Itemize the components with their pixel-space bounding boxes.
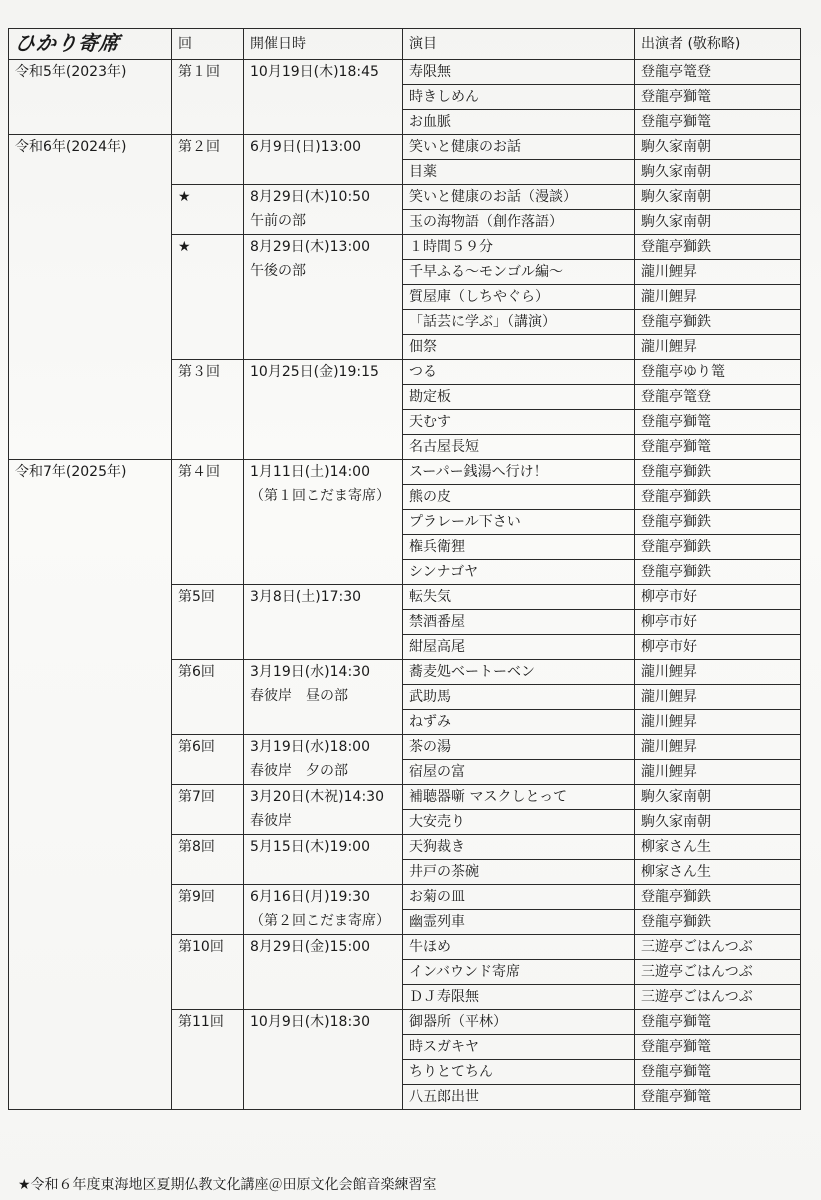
program-cell: 佃祭	[403, 335, 635, 360]
program-cell: 武助馬	[403, 685, 635, 710]
date-note: 春彼岸 夕の部	[250, 763, 348, 779]
program-cell: 茶の湯	[403, 735, 635, 760]
performer-cell: 登龍亭獅篭	[635, 435, 801, 460]
program-cell: 時スガキヤ	[403, 1035, 635, 1060]
date-time: 10月9日(木)18:30	[250, 1014, 370, 1030]
program-cell: １時間５９分	[403, 235, 635, 260]
performer-cell: 登龍亭ゆり篭	[635, 360, 801, 385]
program-cell: 目薬	[403, 160, 635, 185]
footnote: ★令和６年度東海地区夏期仏教文化講座＠田原文化会館音楽練習室	[18, 1177, 437, 1193]
program-cell: 玉の海物語（創作落語）	[403, 210, 635, 235]
performer-cell: 登龍亭獅鉄	[635, 460, 801, 485]
round-cell: 第11回	[172, 1010, 244, 1110]
performer-cell: 登龍亭獅篭	[635, 85, 801, 110]
program-cell: つる	[403, 360, 635, 385]
performer-cell: 登龍亭獅篭	[635, 1035, 801, 1060]
header-program: 演目	[403, 29, 635, 60]
date-cell	[244, 360, 403, 460]
program-cell: プラレール下さい	[403, 510, 635, 535]
program-cell: 幽霊列車	[403, 910, 635, 935]
header-date: 開催日時	[244, 29, 403, 60]
date-cell	[244, 785, 403, 835]
round-cell: 第6回	[172, 735, 244, 785]
program-cell: シンナゴヤ	[403, 560, 635, 585]
program-cell: 寿限無	[403, 60, 635, 85]
performer-cell: 瀧川鯉昇	[635, 335, 801, 360]
program-cell: 禁酒番屋	[403, 610, 635, 635]
round-cell: ★	[172, 235, 244, 360]
table-row	[9, 135, 801, 160]
performer-cell: 瀧川鯉昇	[635, 660, 801, 685]
date-cell	[244, 1010, 403, 1110]
performer-cell: 登龍亭獅篭	[635, 1010, 801, 1035]
program-cell: 牛ほめ	[403, 935, 635, 960]
round-cell: 第5回	[172, 585, 244, 660]
table-row	[9, 460, 801, 485]
performer-cell: 登龍亭獅鉄	[635, 485, 801, 510]
performer-cell: 瀧川鯉昇	[635, 260, 801, 285]
performer-cell: 柳亭市好	[635, 635, 801, 660]
performer-cell: 駒久家南朝	[635, 810, 801, 835]
date-note: 午前の部	[250, 213, 306, 229]
round-cell: 第２回	[172, 135, 244, 185]
performer-cell: 登龍亭獅鉄	[635, 910, 801, 935]
performer-cell: 柳家さん生	[635, 860, 801, 885]
round-cell: 第8回	[172, 835, 244, 885]
program-cell: 天むす	[403, 410, 635, 435]
date-cell	[244, 60, 403, 135]
performer-cell: 登龍亭獅鉄	[635, 510, 801, 535]
program-cell: ＤＪ寿限無	[403, 985, 635, 1010]
date-time: 6月9日(日)13:00	[250, 139, 362, 155]
program-cell: 紺屋高尾	[403, 635, 635, 660]
performer-cell: 柳家さん生	[635, 835, 801, 860]
performer-cell: 登龍亭獅鉄	[635, 885, 801, 910]
date-note: （第２回こだま寄席）	[250, 913, 390, 929]
performer-cell: 登龍亭獅篭	[635, 110, 801, 135]
date-cell	[244, 660, 403, 735]
date-time: 8月29日(金)15:00	[250, 939, 370, 955]
performer-cell: 登龍亭獅鉄	[635, 235, 801, 260]
date-cell	[244, 585, 403, 660]
performer-cell: 瀧川鯉昇	[635, 285, 801, 310]
table-row	[9, 60, 801, 85]
program-cell: ちりとてちん	[403, 1060, 635, 1085]
date-time: 10月25日(金)19:15	[250, 364, 379, 380]
date-note: （第１回こだま寄席）	[250, 488, 390, 504]
program-cell: 大安売り	[403, 810, 635, 835]
performer-cell: 駒久家南朝	[635, 210, 801, 235]
date-cell	[244, 185, 403, 235]
program-cell: お菊の皿	[403, 885, 635, 910]
date-cell	[244, 735, 403, 785]
date-cell	[244, 460, 403, 585]
date-time: 10月19日(木)18:45	[250, 64, 379, 80]
schedule-table	[8, 28, 801, 1110]
program-cell: 質屋庫（しちやぐら）	[403, 285, 635, 310]
performer-cell: 三遊亭ごはんつぶ	[635, 935, 801, 960]
program-cell: 勘定板	[403, 385, 635, 410]
year-cell: 令和6年(2024年)	[9, 135, 172, 460]
performer-cell: 柳亭市好	[635, 585, 801, 610]
program-cell: 八五郎出世	[403, 1085, 635, 1110]
date-time: 3月20日(木祝)14:30	[250, 789, 384, 805]
performer-cell: 登龍亭獅鉄	[635, 535, 801, 560]
performer-cell: 柳亭市好	[635, 610, 801, 635]
round-cell: 第４回	[172, 460, 244, 585]
performer-cell: 登龍亭篭登	[635, 60, 801, 85]
performer-cell: 駒久家南朝	[635, 160, 801, 185]
program-cell: 御器所（平林）	[403, 1010, 635, 1035]
performer-cell: 瀧川鯉昇	[635, 685, 801, 710]
date-time: 3月19日(水)18:00	[250, 739, 370, 755]
performer-cell: 登龍亭獅鉄	[635, 310, 801, 335]
program-cell: 権兵衛狸	[403, 535, 635, 560]
performer-cell: 登龍亭獅篭	[635, 410, 801, 435]
performer-cell: 三遊亭ごはんつぶ	[635, 985, 801, 1010]
date-time: 3月19日(水)14:30	[250, 664, 370, 680]
program-cell: インバウンド寄席	[403, 960, 635, 985]
program-cell: 転失気	[403, 585, 635, 610]
date-note: 午後の部	[250, 263, 306, 279]
header-performer: 出演者 (敬称略)	[635, 29, 801, 60]
performer-cell: 瀧川鯉昇	[635, 735, 801, 760]
program-cell: 時きしめん	[403, 85, 635, 110]
performer-cell: 登龍亭篭登	[635, 385, 801, 410]
round-cell: 第9回	[172, 885, 244, 935]
performer-cell: 登龍亭獅篭	[635, 1060, 801, 1085]
date-note: 春彼岸	[250, 813, 292, 829]
round-cell: 第３回	[172, 360, 244, 460]
header-round: 回	[172, 29, 244, 60]
program-cell: 井戸の茶碗	[403, 860, 635, 885]
date-cell	[244, 135, 403, 185]
round-cell: 第6回	[172, 660, 244, 735]
date-time: 8月29日(木)10:50	[250, 189, 370, 205]
round-cell: 第7回	[172, 785, 244, 835]
program-cell: 「話芸に学ぶ」（講演）	[403, 310, 635, 335]
date-time: 6月16日(月)19:30	[250, 889, 370, 905]
program-cell: 宿屋の富	[403, 760, 635, 785]
program-cell: お血脈	[403, 110, 635, 135]
date-cell	[244, 835, 403, 885]
program-cell: 笑いと健康のお話	[403, 135, 635, 160]
performer-cell: 登龍亭獅篭	[635, 1085, 801, 1110]
round-cell: 第１回	[172, 60, 244, 135]
performer-cell: 駒久家南朝	[635, 185, 801, 210]
date-cell	[244, 885, 403, 935]
program-cell: 天狗裁き	[403, 835, 635, 860]
date-time: 1月11日(土)14:00	[250, 464, 370, 480]
performer-cell: 駒久家南朝	[635, 135, 801, 160]
date-time: 3月8日(土)17:30	[250, 589, 362, 605]
table-body	[9, 60, 801, 1110]
performer-cell: 駒久家南朝	[635, 785, 801, 810]
round-cell: 第10回	[172, 935, 244, 1010]
date-cell	[244, 935, 403, 1010]
logo-title: ひかり寄席	[9, 29, 172, 60]
program-cell: ねずみ	[403, 710, 635, 735]
performer-cell: 瀧川鯉昇	[635, 710, 801, 735]
program-cell: 千早ふる～モンゴル編～	[403, 260, 635, 285]
program-cell: スーパー銭湯へ行け！	[403, 460, 635, 485]
date-time: 8月29日(木)13:00	[250, 239, 370, 255]
date-time: 5月15日(木)19:00	[250, 839, 370, 855]
program-cell: 笑いと健康のお話（漫談）	[403, 185, 635, 210]
round-cell: ★	[172, 185, 244, 235]
year-cell: 令和5年(2023年)	[9, 60, 172, 135]
year-cell: 令和7年(2025年)	[9, 460, 172, 1110]
program-cell: 熊の皮	[403, 485, 635, 510]
performer-cell: 登龍亭獅鉄	[635, 560, 801, 585]
program-cell: 補聴器噺 マスクしとって	[403, 785, 635, 810]
table-header-row	[9, 29, 801, 60]
program-cell: 名古屋長短	[403, 435, 635, 460]
performer-cell: 瀧川鯉昇	[635, 760, 801, 785]
performer-cell: 三遊亭ごはんつぶ	[635, 960, 801, 985]
date-cell	[244, 235, 403, 360]
program-cell: 蕎麦処ベートーベン	[403, 660, 635, 685]
date-note: 春彼岸 昼の部	[250, 688, 348, 704]
